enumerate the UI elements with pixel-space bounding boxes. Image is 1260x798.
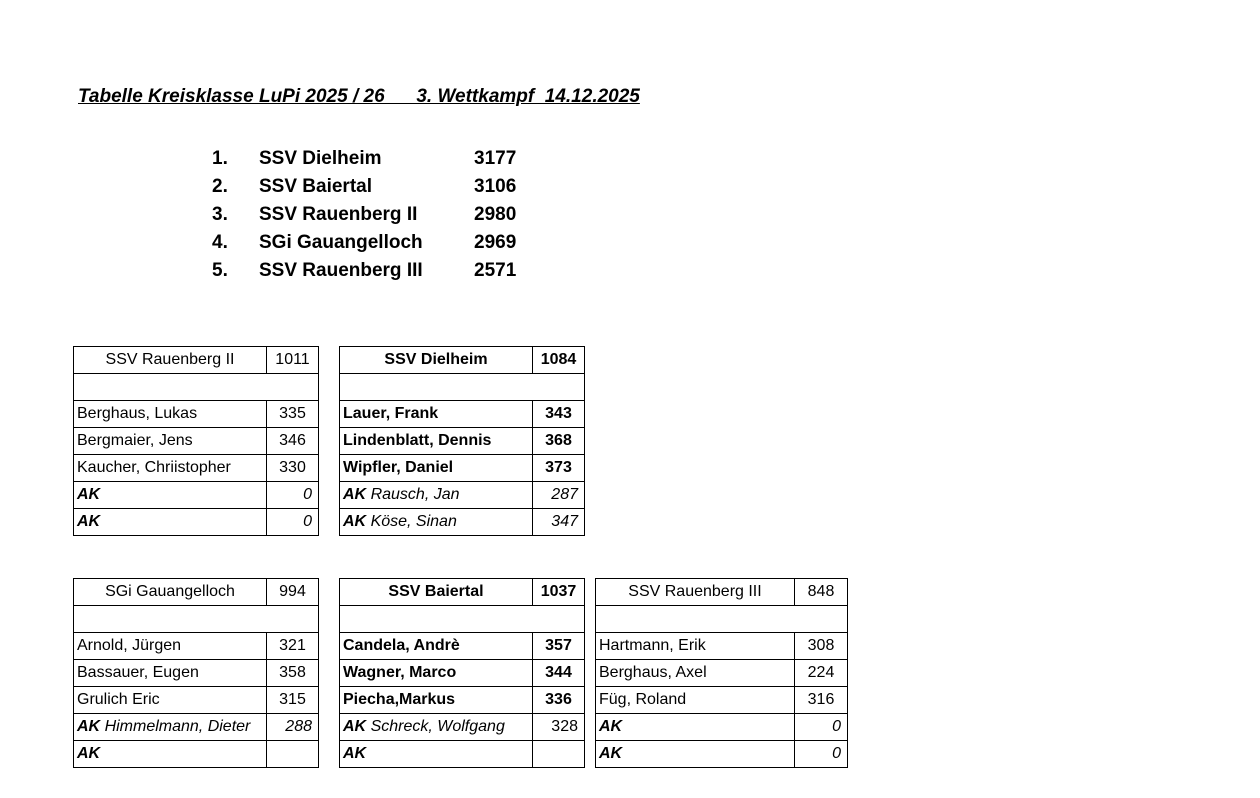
rank-position: 3. [212, 204, 228, 225]
ak-label: AK [343, 513, 367, 530]
shooter-name: Hartmann, Erik [596, 633, 795, 660]
shooter-name: Bassauer, Eugen [74, 660, 267, 687]
rank-position: 4. [212, 232, 228, 253]
team-total: 1011 [267, 347, 319, 374]
shooter-name: Rausch, Jan [370, 486, 460, 503]
shooter-score: 335 [267, 401, 319, 428]
table-row [74, 660, 319, 687]
shooter-name: Köse, Sinan [370, 513, 457, 530]
ak-label: AK [77, 513, 101, 530]
table-row [596, 741, 848, 768]
ak-label: AK [343, 745, 367, 762]
ak-cell [74, 482, 267, 509]
shooter-score: 344 [533, 660, 585, 687]
rank-score: 3177 [474, 148, 517, 169]
page-title: Tabelle Kreisklasse LuPi 2025 / 26 3. Wettkampf 14.12.2025 [78, 86, 640, 107]
shooter-score: 336 [533, 687, 585, 714]
shooter-name: Lauer, Frank [340, 401, 533, 428]
shooter-score [267, 741, 319, 768]
table-row [596, 633, 848, 660]
table-row [74, 714, 319, 741]
rank-team: SSV Baiertal [259, 176, 372, 197]
shooter-score: 0 [267, 509, 319, 536]
table-row [74, 633, 319, 660]
table-row [340, 687, 585, 714]
table-row [74, 687, 319, 714]
team-table-dielheim [339, 346, 585, 536]
shooter-name: Berghaus, Lukas [74, 401, 267, 428]
shooter-score: 321 [267, 633, 319, 660]
shooter-score: 224 [795, 660, 848, 687]
shooter-name: Wipfler, Daniel [340, 455, 533, 482]
rank-team: SSV Rauenberg III [259, 260, 423, 281]
shooter-score: 343 [533, 401, 585, 428]
shooter-score: 358 [267, 660, 319, 687]
ak-label: AK [599, 718, 623, 735]
table-row [596, 687, 848, 714]
shooter-score: 0 [795, 714, 848, 741]
ak-label: AK [343, 486, 367, 503]
ak-label: AK [77, 718, 101, 735]
table-row [74, 455, 319, 482]
table-row [74, 428, 319, 455]
ak-label: AK [77, 745, 101, 762]
ak-label: AK [77, 486, 101, 503]
team-table-rauenberg-3 [595, 578, 848, 768]
shooter-name: Piecha,Markus [340, 687, 533, 714]
table-row [340, 741, 585, 768]
table-row [596, 660, 848, 687]
shooter-score: 373 [533, 455, 585, 482]
shooter-score: 288 [267, 714, 319, 741]
rank-position: 5. [212, 260, 228, 281]
rank-score: 2571 [474, 260, 517, 281]
shooter-score: 357 [533, 633, 585, 660]
ak-cell [74, 509, 267, 536]
shooter-score: 347 [533, 509, 585, 536]
shooter-name: Lindenblatt, Dennis [340, 428, 533, 455]
team-total: 1037 [533, 579, 585, 606]
blank-row [74, 374, 319, 401]
blank-row [340, 374, 585, 401]
table-row [340, 401, 585, 428]
rank-score: 2980 [474, 204, 517, 225]
blank-row [596, 606, 848, 633]
shooter-score: 315 [267, 687, 319, 714]
team-table-gauangelloch [73, 578, 319, 768]
rank-score: 3106 [474, 176, 517, 197]
rank-team: SSV Rauenberg II [259, 204, 418, 225]
ak-label: AK [599, 745, 623, 762]
rank-team: SSV Dielheim [259, 148, 382, 169]
shooter-name: Himmelmann, Dieter [104, 718, 251, 735]
rank-score: 2969 [474, 232, 517, 253]
table-row [596, 714, 848, 741]
shooter-score: 0 [267, 482, 319, 509]
ak-cell [596, 714, 795, 741]
team-total: 1084 [533, 347, 585, 374]
shooter-name: Schreck, Wolfgang [370, 718, 505, 735]
table-row [340, 455, 585, 482]
team-table-rauenberg-2 [73, 346, 319, 536]
shooter-name: Kaucher, Chriistopher [74, 455, 267, 482]
shooter-name: Arnold, Jürgen [74, 633, 267, 660]
shooter-name: Füg, Roland [596, 687, 795, 714]
ak-cell [340, 741, 533, 768]
shooter-score: 316 [795, 687, 848, 714]
shooter-score: 346 [267, 428, 319, 455]
shooter-score: 0 [795, 741, 848, 768]
table-row [74, 741, 319, 768]
ak-cell [596, 741, 795, 768]
team-name: SGi Gauangelloch [74, 579, 267, 606]
table-row [74, 509, 319, 536]
shooter-name: Berghaus, Axel [596, 660, 795, 687]
team-name: SSV Dielheim [340, 347, 533, 374]
rank-team: SGi Gauangelloch [259, 232, 423, 253]
table-row [340, 660, 585, 687]
shooter-score: 287 [533, 482, 585, 509]
shooter-score: 330 [267, 455, 319, 482]
shooter-score: 328 [533, 714, 585, 741]
team-name: SSV Rauenberg II [74, 347, 267, 374]
team-total: 848 [795, 579, 848, 606]
shooter-name: Bergmaier, Jens [74, 428, 267, 455]
table-row [340, 509, 585, 536]
shooter-score: 368 [533, 428, 585, 455]
shooter-name: Wagner, Marco [340, 660, 533, 687]
shooter-score [533, 741, 585, 768]
table-row [74, 401, 319, 428]
ak-cell [74, 741, 267, 768]
table-row [340, 428, 585, 455]
ak-cell [340, 509, 533, 536]
rank-position: 2. [212, 176, 228, 197]
shooter-name: Candela, Andrè [340, 633, 533, 660]
table-row [74, 482, 319, 509]
ak-label: AK [343, 718, 367, 735]
team-name: SSV Baiertal [340, 579, 533, 606]
table-row [340, 482, 585, 509]
shooter-name: Grulich Eric [74, 687, 267, 714]
team-table-baiertal [339, 578, 585, 768]
ak-cell [340, 482, 533, 509]
shooter-score: 308 [795, 633, 848, 660]
table-row [340, 633, 585, 660]
blank-row [74, 606, 319, 633]
ak-cell [74, 714, 267, 741]
team-total: 994 [267, 579, 319, 606]
ak-cell [340, 714, 533, 741]
table-row [340, 714, 585, 741]
team-name: SSV Rauenberg III [596, 579, 795, 606]
rank-position: 1. [212, 148, 228, 169]
blank-row [340, 606, 585, 633]
